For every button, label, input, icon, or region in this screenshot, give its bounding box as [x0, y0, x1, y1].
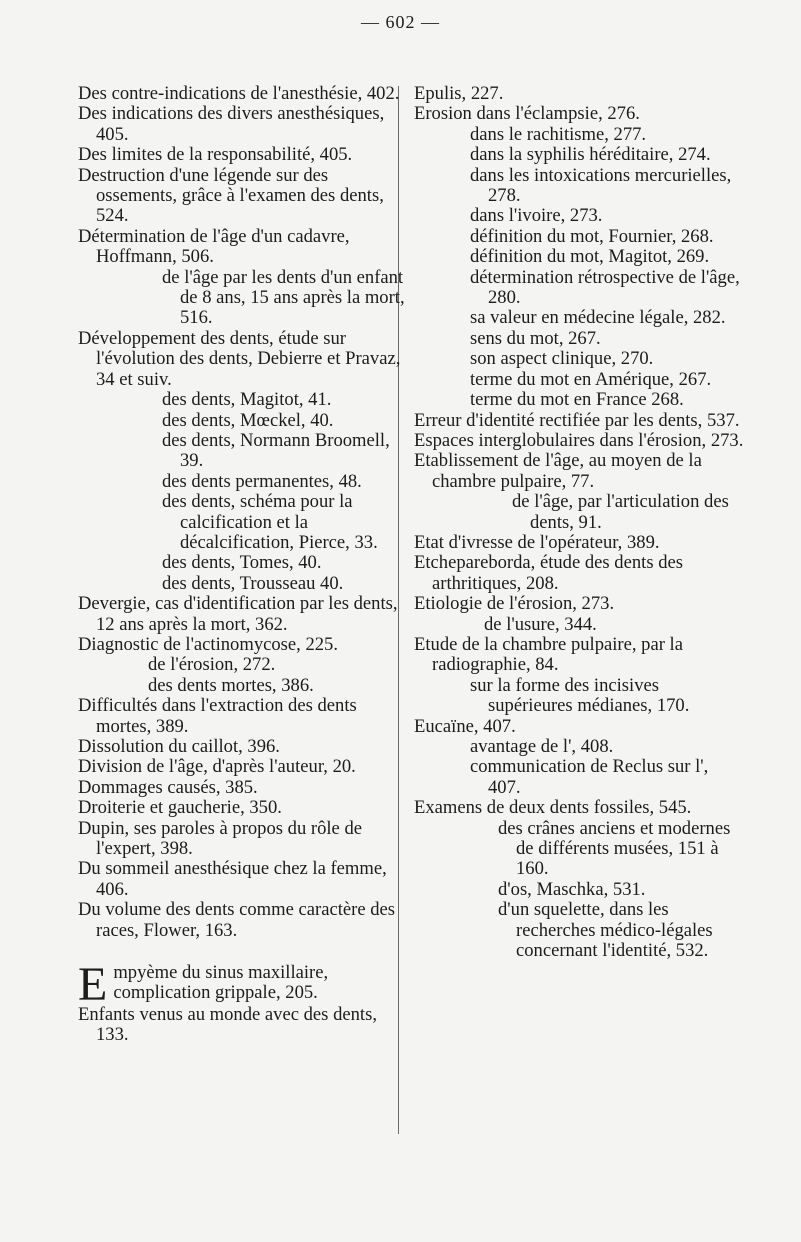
index-subentry: dans la syphilis héréditaire, 274.	[470, 144, 711, 166]
index-entry: Devergie, cas d'identification par les dents, 12 ans après la mort, 362.	[78, 593, 398, 635]
index-subentry: de l'âge, par l'articulation des dents, 91.	[512, 491, 729, 533]
index-subentry: des crânes anciens et modernes de différents musées, 151 à 160.	[498, 817, 731, 880]
index-entry: Dommages causés, 385.	[78, 776, 258, 798]
index-subentry: de l'usure, 344.	[484, 613, 597, 635]
index-entry: Etablissement de l'âge, au moyen de la chambre pulpaire, 77.	[414, 450, 702, 492]
index-entry: Développement des dents, étude sur l'évolution des dents, Debierre et Pravaz, 34 et suiv.	[78, 327, 401, 390]
index-entry: Dissolution du caillot, 396.	[78, 736, 280, 757]
index-entry: Etat d'ivresse de l'opérateur, 389.	[414, 531, 660, 553]
index-subentry: des dents, Tomes, 40.	[162, 552, 322, 574]
dropcap-entry	[78, 958, 408, 1012]
index-entry: Destruction d'une légende sur des ossements, grâce à l'examen des dents, 524.	[78, 164, 384, 227]
index-subentry: des dents, Mœckel, 40.	[162, 409, 334, 431]
index-entry: Examens de deux dents fossiles, 545.	[414, 797, 692, 819]
index-entry: Des indications des divers anesthésiques, 405.	[78, 103, 385, 145]
index-subentry: des dents permanentes, 48.	[162, 470, 362, 492]
index-entry: Epulis, 227.	[414, 83, 504, 104]
index-subentry: dans les intoxications mercurielles, 278.	[470, 164, 732, 207]
index-subentry: sur la forme des incisives supérieures médianes, 170.	[470, 674, 690, 717]
index-subentry: des dents, Magitot, 41.	[162, 389, 332, 411]
dropcap-letter: E	[78, 958, 108, 1012]
index-entry: Etcheparebordа, étude des dents des arthritiques, 208.	[414, 552, 683, 594]
index-entry: Etude de la chambre pulpaire, par la radiographie, 84.	[414, 633, 683, 676]
right-column	[414, 84, 744, 961]
index-subentry: d'un squelette, dans les recherches médico-légales concernant l'identité, 532.	[498, 899, 713, 962]
index-entry: Droiterie et gaucherie, 350.	[78, 797, 282, 819]
index-subentry: sa valeur en médecine légale, 282.	[470, 307, 726, 329]
index-entry: Erosion dans l'éclampsie, 276.	[414, 103, 640, 125]
index-entry: Détermination de l'âge d'un cadavre, Hoffmann, 506.	[78, 225, 350, 268]
index-entry: Dupin, ses paroles à propos du rôle de l'expert, 398.	[78, 817, 363, 860]
index-subentry: définition du mot, Magitot, 269.	[470, 246, 710, 268]
index-subentry: des dents mortes, 386.	[148, 674, 314, 696]
index-subentry: des dents, Normann Broomell, 39.	[162, 429, 390, 472]
dropcap-text: mpyème du sinus maxillaire, complication grippale, 205.	[113, 962, 329, 1004]
index-entry: Du volume des dents comme caractère des races, Flower, 163.	[78, 899, 396, 941]
index-entry: Erreur d'identité rectifiée par les dents, 537.	[414, 409, 740, 431]
page-number: — 602 —	[361, 12, 440, 32]
index-subentry: sens du mot, 267.	[470, 327, 601, 349]
index-subentry: dans l'ivoire, 273.	[470, 205, 603, 227]
index-entry: Du sommeil anesthésique chez la femme, 406.	[78, 858, 387, 900]
index-entry: Enfants venus au monde avec des dents, 133.	[78, 1004, 377, 1046]
index-entry: Espaces interglobulaires dans l'érosion, 273.	[414, 429, 744, 451]
index-subentry: son aspect clinique, 270.	[470, 348, 654, 370]
index-subentry: de l'âge par les dents d'un enfant de 8 ans, 15 ans après la mort, 516.	[162, 266, 405, 329]
index-subentry: communication de Reclus sur l', 407.	[470, 756, 709, 798]
index-entry: Difficultés dans l'extraction des dents mortes, 389.	[78, 695, 357, 737]
index-subentry: des dents, Trousseau 40.	[162, 572, 344, 594]
index-entry: Des limites de la responsabilité, 405.	[78, 144, 353, 166]
index-subentry: terme du mot en France 268.	[470, 389, 684, 411]
index-subentry: dans le rachitisme, 277.	[470, 123, 647, 145]
index-subentry: définition du mot, Fournier, 268.	[470, 225, 714, 247]
index-entry: Des contre-indications de l'anesthésie, 402.	[78, 83, 400, 104]
left-column	[78, 84, 408, 1046]
index-subentry: des dents, schéma pour la calcification et la décalcification, Pierce, 33.	[162, 491, 378, 553]
index-subentry: de l'érosion, 272.	[148, 654, 276, 676]
index-entry: Diagnostic de l'actinomycose, 225.	[78, 633, 338, 655]
index-entry: Eucaïne, 407.	[414, 715, 516, 737]
index-subentry: d'os, Maschka, 531.	[498, 878, 646, 900]
index-entry: Division de l'âge, d'après l'auteur, 20.	[78, 756, 356, 778]
index-entry: Etiologie de l'érosion, 273.	[414, 593, 615, 615]
index-subentry: terme du mot en Amérique, 267.	[470, 368, 712, 390]
index-subentry: détermination rétrospective de l'âge, 280.	[470, 266, 740, 309]
index-subentry: avantage de l', 408.	[470, 736, 614, 757]
